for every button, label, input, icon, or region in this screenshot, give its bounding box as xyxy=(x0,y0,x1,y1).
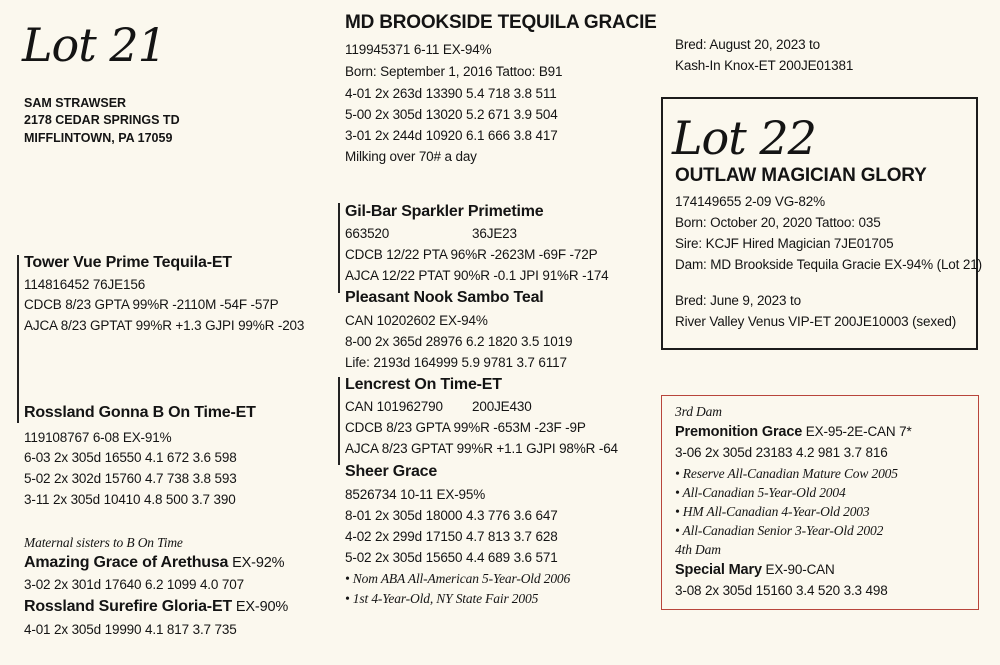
sire2-name: Rossland Gonna B On Time-ET xyxy=(24,404,256,421)
fourth-dam xyxy=(675,561,835,579)
sire-name: Tower Vue Prime Tequila-ET xyxy=(24,254,232,271)
sire-reg: 114816452 76JE156 xyxy=(24,277,146,292)
lot21-reg: 119945371 6-11 EX-94% xyxy=(345,42,492,57)
lot-21-title: Lot 21 xyxy=(22,18,166,72)
gdam-record: 5-02 2x 305d 15650 4.4 689 3.6 571 xyxy=(345,550,558,565)
consignor-street: 2178 CEDAR SPRINGS TD xyxy=(24,113,180,127)
third-dam-name: Premonition Grace xyxy=(675,424,803,440)
fourth-dam-name: Special Mary xyxy=(675,562,762,578)
dam-bracket xyxy=(338,203,340,293)
fourth-dam-heading: 4th Dam xyxy=(675,542,721,557)
sire2-record: 5-02 2x 302d 15760 4.7 738 3.8 593 xyxy=(24,471,237,486)
sire-ajca: AJCA 8/23 GPTAT 99%R +1.3 GJPI 99%R -203 xyxy=(24,318,305,333)
dam-sire-cdcb: CDCB 12/22 PTA 96%R -2623M -69F -72P xyxy=(345,247,598,262)
third-dam-honor: • HM All-Canadian 4-Year-Old 2003 xyxy=(675,504,870,519)
gdam-sire-name: Lencrest On Time-ET xyxy=(345,376,502,393)
lot21-born: Born: September 1, 2016 Tattoo: B91 xyxy=(345,64,563,79)
gdam-sire-reg-b: 200JE430 xyxy=(472,399,532,414)
dam-sire-name: Gil-Bar Sparkler Primetime xyxy=(345,203,544,220)
lot21-record: 3-01 2x 244d 10920 6.1 666 3.8 417 xyxy=(345,128,558,143)
gdam-name: Sheer Grace xyxy=(345,463,438,480)
gdam-record: 8-01 2x 305d 18000 4.3 776 3.6 647 xyxy=(345,508,558,523)
lot21-animal-name: MD BROOKSIDE TEQUILA GRACIE xyxy=(345,12,657,33)
dam-name: Pleasant Nook Sambo Teal xyxy=(345,289,544,306)
pedigree-bracket xyxy=(17,255,19,423)
sister1 xyxy=(24,554,284,572)
sisters-heading: Maternal sisters to B On Time xyxy=(24,535,183,550)
dam-sire-reg-a: 663520 xyxy=(345,226,390,241)
sister2-name: Rossland Surefire Gloria-ET xyxy=(24,598,232,615)
gdam-sire-ajca: AJCA 8/23 GPTAT 99%R +1.1 GJPI 98%R -64 xyxy=(345,441,618,456)
third-dam-honor: • All-Canadian 5-Year-Old 2004 xyxy=(675,485,846,500)
sister1-record: 3-02 2x 301d 17640 6.2 1099 4.0 707 xyxy=(24,577,244,592)
gdam-record: 4-02 2x 299d 17150 4.7 813 3.7 628 xyxy=(345,529,558,544)
gdam-honor: • Nom ABA All-American 5-Year-Old 2006 xyxy=(345,571,571,586)
lot21-record: 4-01 2x 263d 13390 5.4 718 3.8 511 xyxy=(345,86,557,101)
sister2-record: 4-01 2x 305d 19990 4.1 817 3.7 735 xyxy=(24,622,237,637)
lot22-dam: Dam: MD Brookside Tequila Gracie EX-94% (Lot 21) xyxy=(675,257,982,272)
third-dam-honor: • Reserve All-Canadian Mature Cow 2005 xyxy=(675,466,898,481)
third-dam-honor: • All-Canadian Senior 3-Year-Old 2002 xyxy=(675,523,884,538)
lot21-bred-line1: Bred: August 20, 2023 to xyxy=(675,37,821,52)
sire2-record: 6-03 2x 305d 16550 4.1 672 3.6 598 xyxy=(24,450,237,465)
fourth-dam-score: EX-90-CAN xyxy=(761,562,835,577)
gdam-bracket xyxy=(338,377,340,465)
sire2-reg: 119108767 6-08 EX-91% xyxy=(24,430,172,445)
dam-life: Life: 2193d 164999 5.9 9781 3.7 6117 xyxy=(345,355,567,370)
sire2-record: 3-11 2x 305d 10410 4.8 500 3.7 390 xyxy=(24,492,236,507)
gdam-sire-reg-a: CAN 101962790 xyxy=(345,399,443,414)
lot21-record: 5-00 2x 305d 13020 5.2 671 3.9 504 xyxy=(345,107,558,122)
sister1-score: EX-92% xyxy=(228,555,285,571)
sister2-score: EX-90% xyxy=(231,599,289,615)
sire-cdcb: CDCB 8/23 GPTA 99%R -2110M -54F -57P xyxy=(24,297,279,312)
dam-sire-ajca: AJCA 12/22 PTAT 90%R -0.1 JPI 91%R -174 xyxy=(345,268,609,283)
sister2 xyxy=(24,598,288,616)
gdam-honor: • 1st 4-Year-Old, NY State Fair 2005 xyxy=(345,591,539,606)
third-dam-score: EX-95-2E-CAN 7* xyxy=(802,424,912,439)
lot21-note: Milking over 70# a day xyxy=(345,149,477,164)
lot22-animal-name: OUTLAW MAGICIAN GLORY xyxy=(675,165,927,186)
consignor-city: MIFFLINTOWN, PA 17059 xyxy=(24,131,173,145)
fourth-dam-record: 3-08 2x 305d 15160 3.4 520 3.3 498 xyxy=(675,583,888,598)
sister1-name: Amazing Grace of Arethusa xyxy=(24,554,229,571)
dam-record: 8-00 2x 365d 28976 6.2 1820 3.5 1019 xyxy=(345,334,573,349)
third-dam xyxy=(675,423,912,441)
dam-reg: CAN 10202602 EX-94% xyxy=(345,313,488,328)
lot21-bred-line2: Kash-In Knox-ET 200JE01381 xyxy=(675,58,854,73)
third-dam-heading: 3rd Dam xyxy=(675,404,722,419)
consignor-name: SAM STRAWSER xyxy=(24,96,127,110)
lot22-sire: Sire: KCJF Hired Magician 7JE01705 xyxy=(675,236,894,251)
lot22-reg: 174149655 2-09 VG-82% xyxy=(675,194,825,209)
gdam-reg: 8526734 10-11 EX-95% xyxy=(345,487,486,502)
dam-sire-reg-b: 36JE23 xyxy=(472,226,517,241)
lot22-bred-line2: River Valley Venus VIP-ET 200JE10003 (sexed) xyxy=(675,314,957,329)
lot22-born: Born: October 20, 2020 Tattoo: 035 xyxy=(675,215,881,230)
gdam-sire-cdcb: CDCB 8/23 GPTA 99%R -653M -23F -9P xyxy=(345,420,586,435)
lot-22-title: Lot 22 xyxy=(672,111,816,165)
lot22-bred-line1: Bred: June 9, 2023 to xyxy=(675,293,801,308)
third-dam-record: 3-06 2x 305d 23183 4.2 981 3.7 816 xyxy=(675,445,888,460)
